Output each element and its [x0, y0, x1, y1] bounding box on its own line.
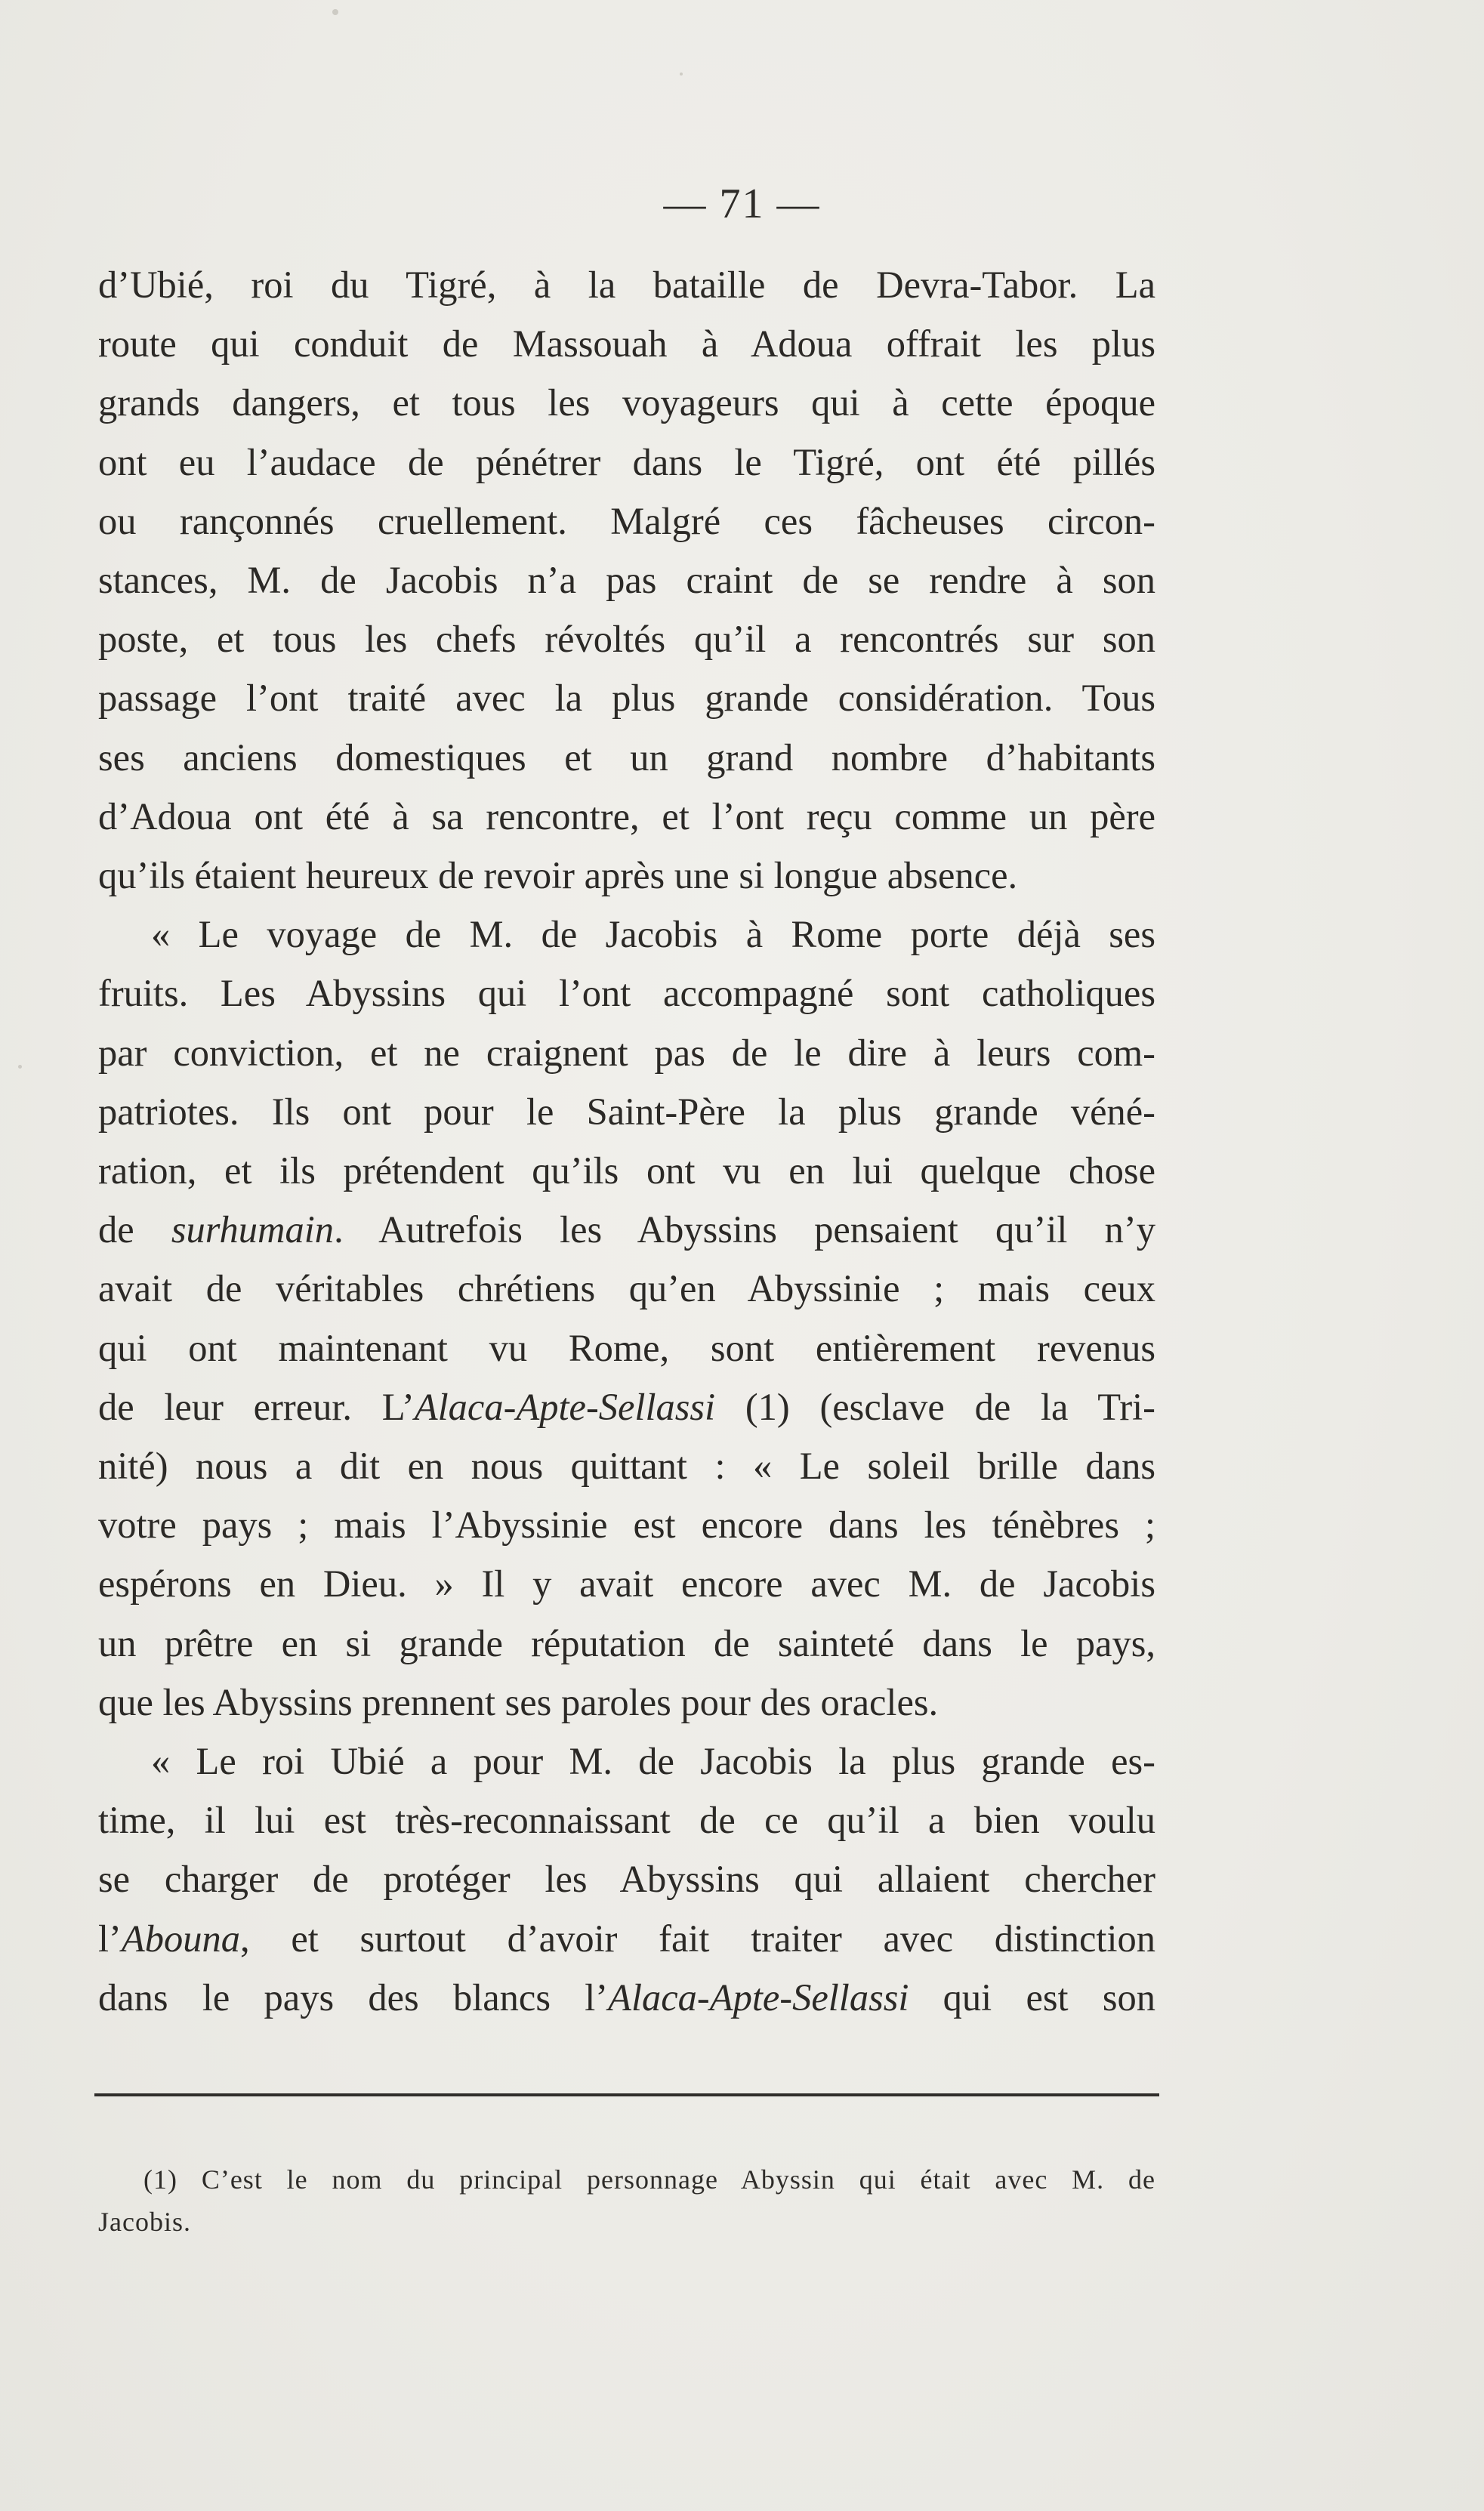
text-line: par conviction, et ne craignent pas de le dire à leurs com- — [98, 1031, 1155, 1074]
text-line: d’Adoua ont été à sa rencontre, et l’ont reçu comme un père — [98, 794, 1155, 838]
text-line: stances, M. de Jacobis n’a pas craint de se rendre à son — [98, 559, 1155, 602]
italic-term: Alaca-Apte-Sellassi — [608, 1976, 909, 2019]
text-line: avait de véritables chrétiens qu’en Abyssinie ; mais ceux — [98, 1267, 1155, 1310]
text-run: dans le pays des blancs l’ — [98, 1976, 609, 2019]
text-line: ses anciens domestiques et un grand nombre d’habitants — [98, 736, 1155, 779]
footnote — [98, 2158, 1155, 2243]
text-line: qu’ils étaient heureux de revoir après une si longue absence. — [98, 854, 1018, 897]
italic-term: Abouna — [121, 1917, 240, 1960]
italic-term: Alaca-Apte-Sellassi — [414, 1385, 716, 1428]
text-line: ont eu l’audace de pénétrer dans le Tigré, ont été pillés — [98, 440, 1155, 483]
page-number: — 71 — — [663, 180, 821, 227]
text-line: grands dangers, et tous les voyageurs qui à cette époque — [98, 381, 1155, 424]
text-line: qui ont maintenant vu Rome, sont entièrement revenus — [98, 1326, 1155, 1369]
text-line: time, il lui est très-reconnaissant de ce qu’il a bien voulu — [98, 1799, 1155, 1842]
footnote-separator — [94, 2093, 1159, 2096]
text-line: d’Ubié, roi du Tigré, à la bataille de Devra-Tabor. La — [98, 264, 1155, 306]
text-run: de — [98, 1208, 171, 1251]
text-run: . Autrefois les Abyssins pensaient qu’il n’y — [334, 1208, 1155, 1251]
footnote-line: Jacobis. — [98, 2207, 191, 2237]
italic-term: surhumain — [171, 1208, 335, 1251]
text-line: que les Abyssins prennent ses paroles pour des oracles. — [98, 1680, 939, 1723]
text-line: « Le voyage de M. de Jacobis à Rome porte déjà ses — [151, 913, 1155, 956]
text-line: patriotes. Ils ont pour le Saint-Père la plus grande véné- — [98, 1090, 1155, 1133]
body-text — [98, 255, 1155, 2027]
text-line: se charger de protéger les Abyssins qui allaient chercher — [98, 1858, 1155, 1901]
footnote-line: (1) C’est le nom du principal personnage Abyssin qui était avec M. de — [143, 2164, 1155, 2195]
text-run: (1) (esclave de la Tri- — [715, 1385, 1155, 1428]
text-line: nité) nous a dit en nous quittant : « Le soleil brille dans — [98, 1445, 1155, 1488]
text-line — [98, 1377, 1155, 1436]
paper-speck — [332, 9, 338, 15]
paper-speck — [680, 72, 683, 76]
text-line: votre pays ; mais l’Abyssinie est encore dans les ténèbres ; — [98, 1504, 1155, 1547]
text-line: espérons en Dieu. » Il y avait encore avec M. de Jacobis — [98, 1562, 1155, 1606]
text-line: route qui conduit de Massouah à Adoua offrait les plus — [98, 322, 1155, 366]
text-line: un prêtre en si grande réputation de sainteté dans le pays, — [98, 1621, 1155, 1664]
text-run: de leur erreur. L’ — [98, 1385, 415, 1428]
text-line — [98, 1909, 1155, 1968]
text-line: « Le roi Ubié a pour M. de Jacobis la plus grande es- — [151, 1740, 1155, 1783]
paper-speck — [18, 1065, 22, 1069]
text-line: ration, et ils prétendent qu’ils ont vu en lui quelque chose — [98, 1149, 1155, 1192]
text-line: passage l’ont traité avec la plus grande considération. Tous — [98, 677, 1155, 720]
text-line — [98, 1200, 1155, 1259]
text-line — [98, 1968, 1155, 2027]
text-line: fruits. Les Abyssins qui l’ont accompagné sont catholiques — [98, 972, 1155, 1015]
text-run: qui est son — [909, 1976, 1155, 2019]
text-run: l’ — [98, 1917, 122, 1960]
text-line: ou rançonnés cruellement. Malgré ces fâcheuses circon- — [98, 499, 1155, 542]
text-line: poste, et tous les chefs révoltés qu’il a rencontrés sur son — [98, 618, 1155, 661]
text-run: , et surtout d’avoir fait traiter avec distinction — [239, 1917, 1155, 1960]
